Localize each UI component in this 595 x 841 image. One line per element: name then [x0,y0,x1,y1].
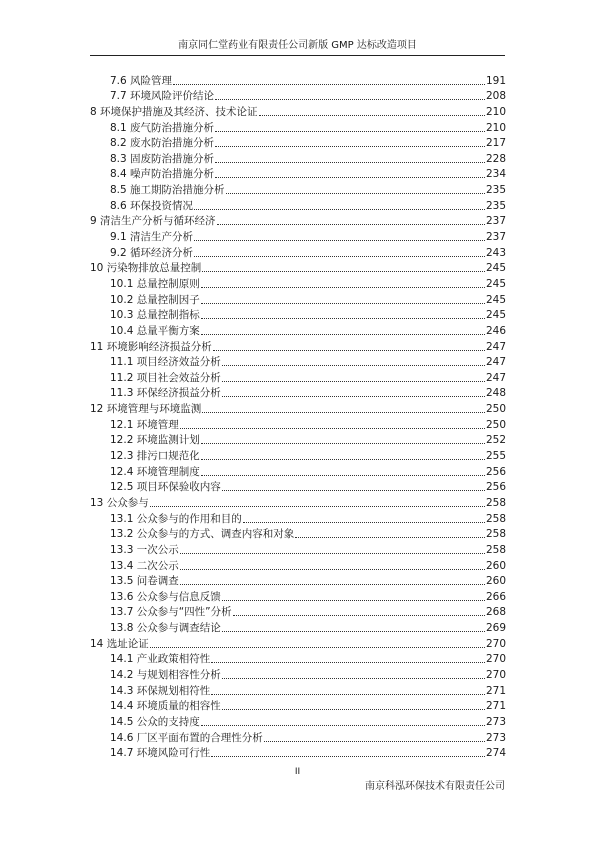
toc-dot-leader [201,725,485,726]
toc-entry-title: 8.1 废气防治措施分析 [110,121,215,134]
toc-entry-page: 210 [485,121,506,134]
toc-entry-page: 273 [485,731,506,744]
toc-entry-title: 11.1 项目经济效益分析 [110,356,221,369]
toc-dot-leader [194,240,485,241]
toc-dot-leader [222,381,485,382]
toc-entry[interactable] [90,479,506,495]
toc-dot-leader [243,522,485,523]
toc-entry-title: 13.3 一次公示 [110,543,179,556]
toc-entry[interactable] [90,651,506,667]
toc-entry-title: 7.7 环境风险评价结论 [110,90,215,103]
toc-entry-page: 245 [485,293,506,306]
toc-entry[interactable] [90,275,506,291]
toc-entry-page: 258 [485,496,506,509]
toc-dot-leader [222,490,485,491]
toc-entry[interactable] [90,260,506,276]
toc-dot-leader [180,569,485,570]
toc-entry[interactable] [90,573,506,589]
toc-dot-leader [264,741,485,742]
toc-entry-page: 245 [485,262,506,275]
toc-entry-page: 273 [485,715,506,728]
toc-entry[interactable] [90,354,506,370]
toc-entry-page: 269 [485,622,506,635]
toc-entry-page: 228 [485,152,506,165]
toc-entry-title: 8.5 施工期防治措施分析 [110,184,225,197]
toc-dot-leader [222,678,485,679]
toc-entry[interactable] [90,745,506,761]
toc-dot-leader [295,537,485,538]
toc-entry-title: 8 环境保护措施及其经济、技术论证 [90,105,258,118]
toc-entry-title: 14.4 环境质量的相容性 [110,700,221,713]
toc-entry-title: 12 环境管理与环境监测 [90,403,202,416]
toc-entry-page: 256 [485,465,506,478]
toc-entry-title: 14 选址论证 [90,637,149,650]
toc-entry[interactable] [90,682,506,698]
toc-dot-leader [194,209,485,210]
toc-entry[interactable] [90,494,506,510]
toc-entry[interactable] [90,698,506,714]
toc-entry[interactable] [90,307,506,323]
toc-dot-leader [222,365,485,366]
toc-dot-leader [215,99,485,100]
toc-entry[interactable] [90,119,506,135]
toc-entry-title: 10.1 总量控制原则 [110,277,200,290]
toc-dot-leader [173,84,485,85]
toc-entry[interactable] [90,541,506,557]
toc-entry-title: 9 清洁生产分析与循环经济 [90,215,216,228]
toc-entry-page: 250 [485,403,506,416]
toc-entry-page: 271 [485,684,506,697]
toc-entry-title: 13.5 问卷调查 [110,575,179,588]
toc-entry-page: 217 [485,137,506,150]
toc-entry-page: 270 [485,637,506,650]
toc-entry[interactable] [90,181,506,197]
toc-entry-page: 235 [485,184,506,197]
toc-dot-leader [213,350,485,351]
toc-entry-title: 11.2 项目社会效益分析 [110,371,221,384]
toc-dot-leader [215,162,485,163]
toc-entry-page: 243 [485,246,506,259]
toc-dot-leader [211,694,485,695]
toc-entry-title: 10.3 总量控制指标 [110,309,200,322]
toc-entry-page: 255 [485,450,506,463]
header-divider [90,55,505,56]
toc-dot-leader [194,256,485,257]
toc-dot-leader [201,475,485,476]
toc-entry-page: 250 [485,418,506,431]
toc-entry-page: 245 [485,277,506,290]
toc-entry-title: 7.6 风险管理 [110,74,173,87]
toc-entry-title: 12.2 环境监测计划 [110,434,200,447]
toc-entry-title: 10.2 总量控制因子 [110,293,200,306]
toc-entry[interactable] [90,291,506,307]
toc-entry-title: 14.7 环境风险可行性 [110,747,211,760]
toc-entry-title: 14.5 公众的支持度 [110,715,200,728]
toc-entry[interactable] [90,588,506,604]
toc-dot-leader [222,600,485,601]
toc-entry[interactable] [90,432,506,448]
toc-dot-leader [222,631,485,632]
toc-entry-title: 8.3 固废防治措施分析 [110,152,215,165]
toc-entry-title: 10.4 总量平衡方案 [110,324,200,337]
toc-entry-title: 11.3 环保经济损益分析 [110,387,221,400]
toc-entry-title: 12.5 项目环保验收内容 [110,481,221,494]
toc-entry[interactable] [90,729,506,745]
toc-entry[interactable] [90,416,506,432]
toc-entry-title: 13.8 公众参与调查结论 [110,622,221,635]
toc-dot-leader [201,287,485,288]
toc-entry-page: 258 [485,543,506,556]
toc-entry-title: 12.3 排污口规范化 [110,450,200,463]
toc-dot-leader [222,709,485,710]
toc-entry[interactable] [90,135,506,151]
toc-entry-title: 9.1 清洁生产分析 [110,231,194,244]
toc-entry[interactable] [90,72,506,88]
toc-dot-leader [180,553,485,554]
toc-entry[interactable] [90,244,506,260]
toc-dot-leader [211,756,485,757]
toc-entry-page: 237 [485,215,506,228]
toc-entry[interactable] [90,463,506,479]
toc-dot-leader [215,146,485,147]
toc-dot-leader [201,334,485,335]
toc-entry[interactable] [90,619,506,635]
toc-entry-page: 247 [485,340,506,353]
toc-entry-title: 14.1 产业政策相符性 [110,653,211,666]
toc-entry-page: 235 [485,199,506,212]
toc-entry-page: 258 [485,512,506,525]
toc-entry-page: 208 [485,90,506,103]
toc-entry-page: 252 [485,434,506,447]
toc-entry[interactable] [90,635,506,651]
toc-entry[interactable] [90,322,506,338]
toc-entry-title: 13.7 公众参与“四性”分析 [110,606,232,619]
toc-entry-page: 271 [485,700,506,713]
toc-entry-page: 260 [485,559,506,572]
toc-dot-leader [180,584,485,585]
toc-entry[interactable] [90,369,506,385]
toc-entry-page: 270 [485,668,506,681]
toc-dot-leader [211,662,485,663]
toc-dot-leader [226,193,485,194]
page-number: II [294,767,301,777]
toc-dot-leader [180,428,485,429]
footer-company: 南京科泓环保技术有限责任公司 [365,781,505,792]
toc-entry[interactable] [90,213,506,229]
table-of-contents [90,72,506,760]
page-header: 南京同仁堂药业有限责任公司新版 GMP 达标改造项目 [178,40,417,51]
toc-entry-title: 14.6 厂区平面布置的合理性分析 [110,731,263,744]
toc-entry-page: 210 [485,105,506,118]
toc-entry-title: 12.1 环境管理 [110,418,179,431]
toc-entry-title: 13.4 二次公示 [110,559,179,572]
toc-entry[interactable] [90,166,506,182]
toc-dot-leader [201,318,485,319]
toc-dot-leader [150,647,485,648]
toc-entry-page: 248 [485,387,506,400]
toc-entry[interactable] [90,88,506,104]
toc-entry-title: 14.2 与规划相容性分析 [110,668,221,681]
toc-dot-leader [201,443,485,444]
toc-dot-leader [150,506,485,507]
toc-entry-title: 12.4 环境管理制度 [110,465,200,478]
toc-entry-page: 247 [485,356,506,369]
toc-entry-page: 191 [485,74,506,87]
toc-entry[interactable] [90,228,506,244]
toc-entry-page: 237 [485,231,506,244]
toc-entry-page: 266 [485,590,506,603]
toc-entry[interactable] [90,666,506,682]
toc-entry[interactable] [90,604,506,620]
toc-entry-title: 13.6 公众参与信息反馈 [110,590,221,603]
toc-entry[interactable] [90,557,506,573]
toc-entry[interactable] [90,150,506,166]
toc-entry[interactable] [90,713,506,729]
toc-entry-title: 8.2 废水防治措施分析 [110,137,215,150]
toc-entry-page: 234 [485,168,506,181]
toc-entry[interactable] [90,447,506,463]
toc-entry[interactable] [90,526,506,542]
toc-entry-page: 245 [485,309,506,322]
toc-entry-page: 268 [485,606,506,619]
toc-entry-title: 8.4 噪声防治措施分析 [110,168,215,181]
toc-dot-leader [215,131,485,132]
toc-dot-leader [222,396,485,397]
toc-dot-leader [259,115,485,116]
toc-entry-page: 260 [485,575,506,588]
toc-entry-title: 9.2 循环经济分析 [110,246,194,259]
toc-entry-page: 246 [485,324,506,337]
toc-dot-leader [215,177,485,178]
toc-dot-leader [202,271,485,272]
toc-entry-page: 274 [485,747,506,760]
toc-entry-page: 270 [485,653,506,666]
toc-entry[interactable] [90,103,506,119]
toc-entry-page: 247 [485,371,506,384]
toc-entry[interactable] [90,338,506,354]
toc-entry-page: 258 [485,528,506,541]
toc-entry[interactable] [90,510,506,526]
toc-entry[interactable] [90,400,506,416]
toc-dot-leader [201,459,485,460]
toc-dot-leader [233,615,485,616]
toc-entry-title: 8.6 环保投资情况 [110,199,194,212]
toc-dot-leader [201,303,485,304]
toc-entry[interactable] [90,197,506,213]
toc-entry-title: 10 污染物排放总量控制 [90,262,202,275]
toc-entry[interactable] [90,385,506,401]
toc-entry-title: 13.2 公众参与的方式、调查内容和对象 [110,528,295,541]
toc-entry-title: 13 公众参与 [90,496,149,509]
toc-entry-title: 13.1 公众参与的作用和目的 [110,512,242,525]
toc-dot-leader [202,412,485,413]
toc-entry-title: 11 环境影响经济损益分析 [90,340,212,353]
toc-entry-page: 256 [485,481,506,494]
toc-entry-title: 14.3 环保规划相符性 [110,684,211,697]
toc-dot-leader [217,224,485,225]
